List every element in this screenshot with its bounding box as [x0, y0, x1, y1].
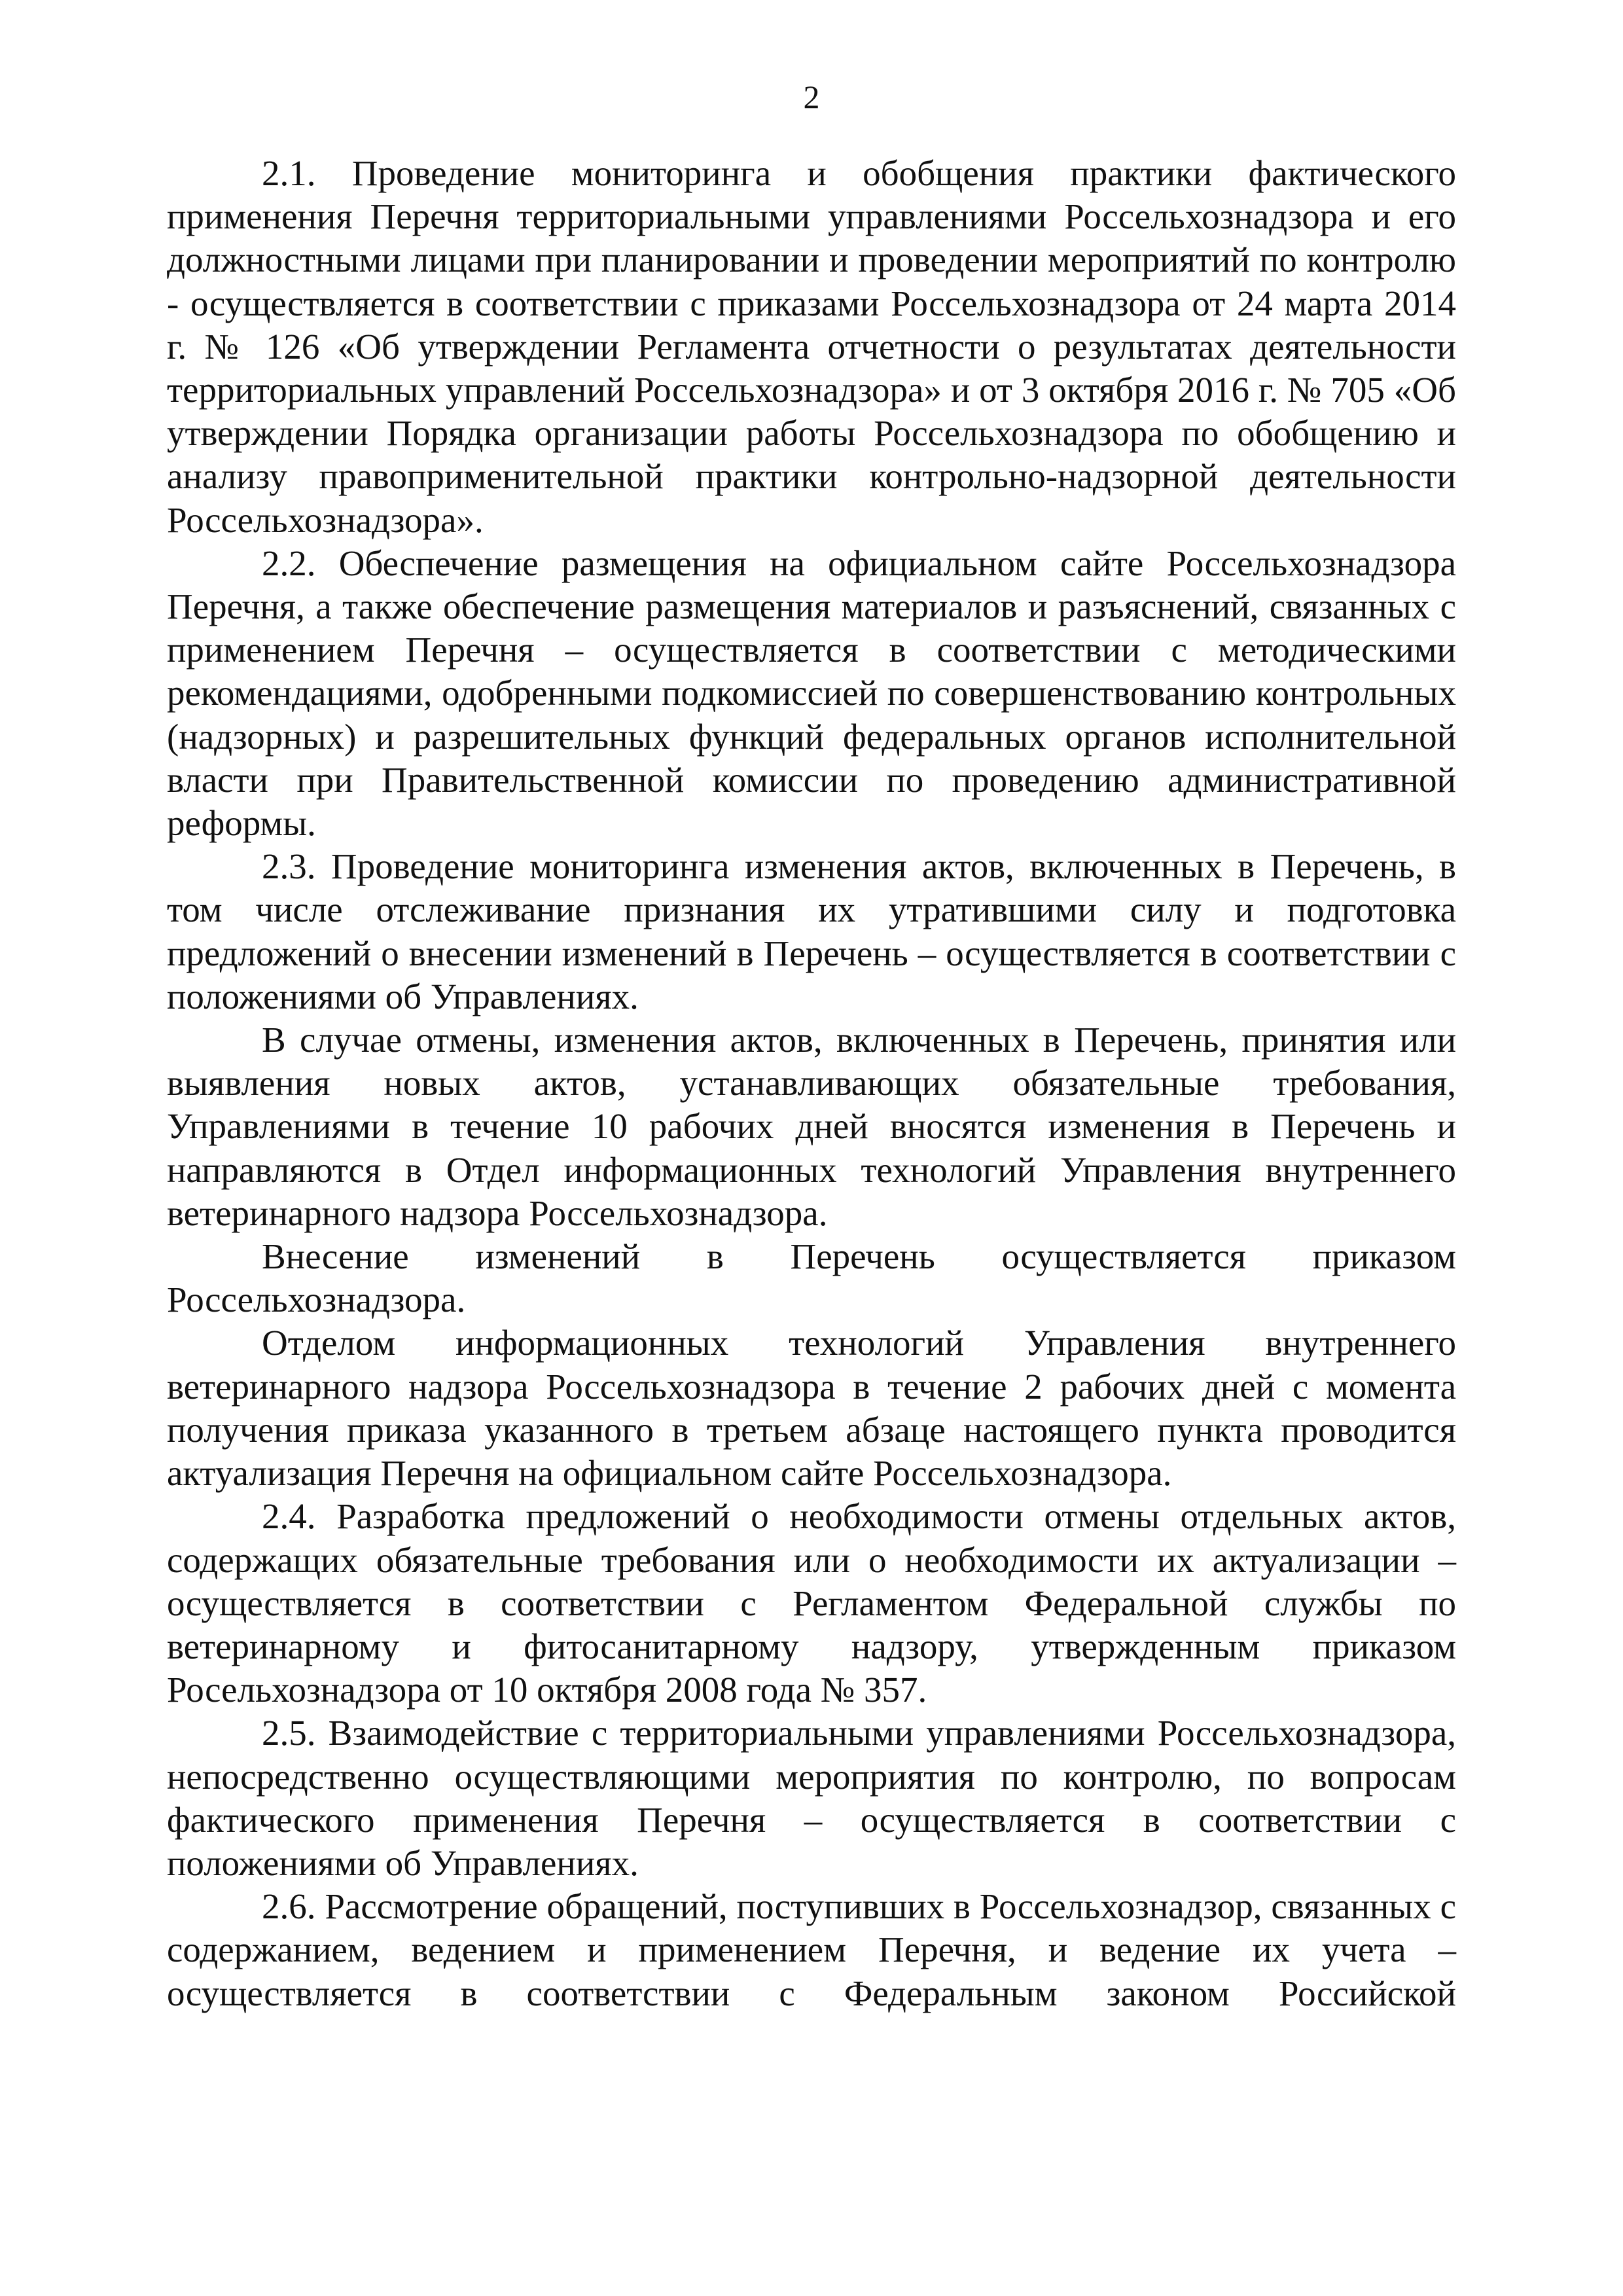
paragraph-site-update: Отделом информационных технологий Управления внутреннего ветеринарного надзора Россельхознадзора в течение 2 рабочих дней с момента получения приказа указанного в третьем абзаце настоящего пункта проводится актуализация Перечня на официальном сайте Россельхознадзора.: [167, 1323, 1456, 1494]
page-number: 2: [803, 79, 820, 115]
document-body: [167, 152, 1456, 2015]
paragraph-2-4: 2.4. Разработка предложений о необходимости отмены отдельных актов, содержащих обязательные требования или о необходимости их актуализации – осуществляется в соответствии с Регламентом Федеральной службы по ветеринарному и фитосанитарному надзору, утвержденным приказом Росельхознадзора от 10 октября 2008 года № 357.: [167, 1496, 1456, 1710]
paragraph-2-6: 2.6. Рассмотрение обращений, поступивших в Россельхознадзор, связанных с содержанием, ведением и применением Перечня, и ведение их учета – осуществляется в соответствии с Федеральным законом Российской: [167, 1886, 1456, 2013]
paragraph-2-3: 2.3. Проведение мониторинга изменения актов, включенных в Перечень, в том числе отслеживание признания их утратившими силу и подготовка предложений о внесении изменений в Перечень – осуществляется в соответствии с положениями об Управлениях.: [167, 846, 1456, 1016]
paragraph-changes-order: Внесение изменений в Перечень осуществляется приказом Россельхознадзора.: [167, 1236, 1456, 1320]
paragraph-2-5: 2.5. Взаимодействие с территориальными управлениями Россельхознадзора, непосредственно осуществляющими мероприятия по контролю, по вопросам фактического применения Перечня – осуществляется в соответствии с положениями об Управлениях.: [167, 1713, 1456, 1883]
paragraph-changes-procedure: В случае отмены, изменения актов, включенных в Перечень, принятия или выявления новых актов, устанавливающих обязательные требования, Управлениями в течение 10 рабочих дней вносятся изменения в Перечень и направляются в Отдел информационных технологий Управления внутреннего ветеринарного надзора Россельхознадзора.: [167, 1020, 1456, 1233]
paragraph-2-1: 2.1. Проведение мониторинга и обобщения практики фактического применения Перечня территориальными управлениями Россельхознадзора и его должностными лицами при планировании и проведении мероприятий по контролю - осуществляется в соответствии с приказами Россельхознадзора от 24 марта 2014 г. № 126 «Об утверждении Регламента отчетности о результатах деятельности территориальных управлений Россельхознадзора» и от 3 октября 2016 г. № 705 «Об утверждении Порядка организации работы Россельхознадзора по обобщению и анализу правоприменительной практики контрольно-надзорной деятельности Россельхознадзора».: [167, 153, 1456, 540]
paragraph-2-2: 2.2. Обеспечение размещения на официальном сайте Россельхознадзора Перечня, а также обеспечение размещения материалов и разъяснений, связанных с применением Перечня – осуществляется в соответствии с методическими рекомендациями, одобренными подкомиссией по совершенствованию контрольных (надзорных) и разрешительных функций федеральных органов исполнительной власти при Правительственной комиссии по проведению административной реформы.: [167, 543, 1456, 844]
